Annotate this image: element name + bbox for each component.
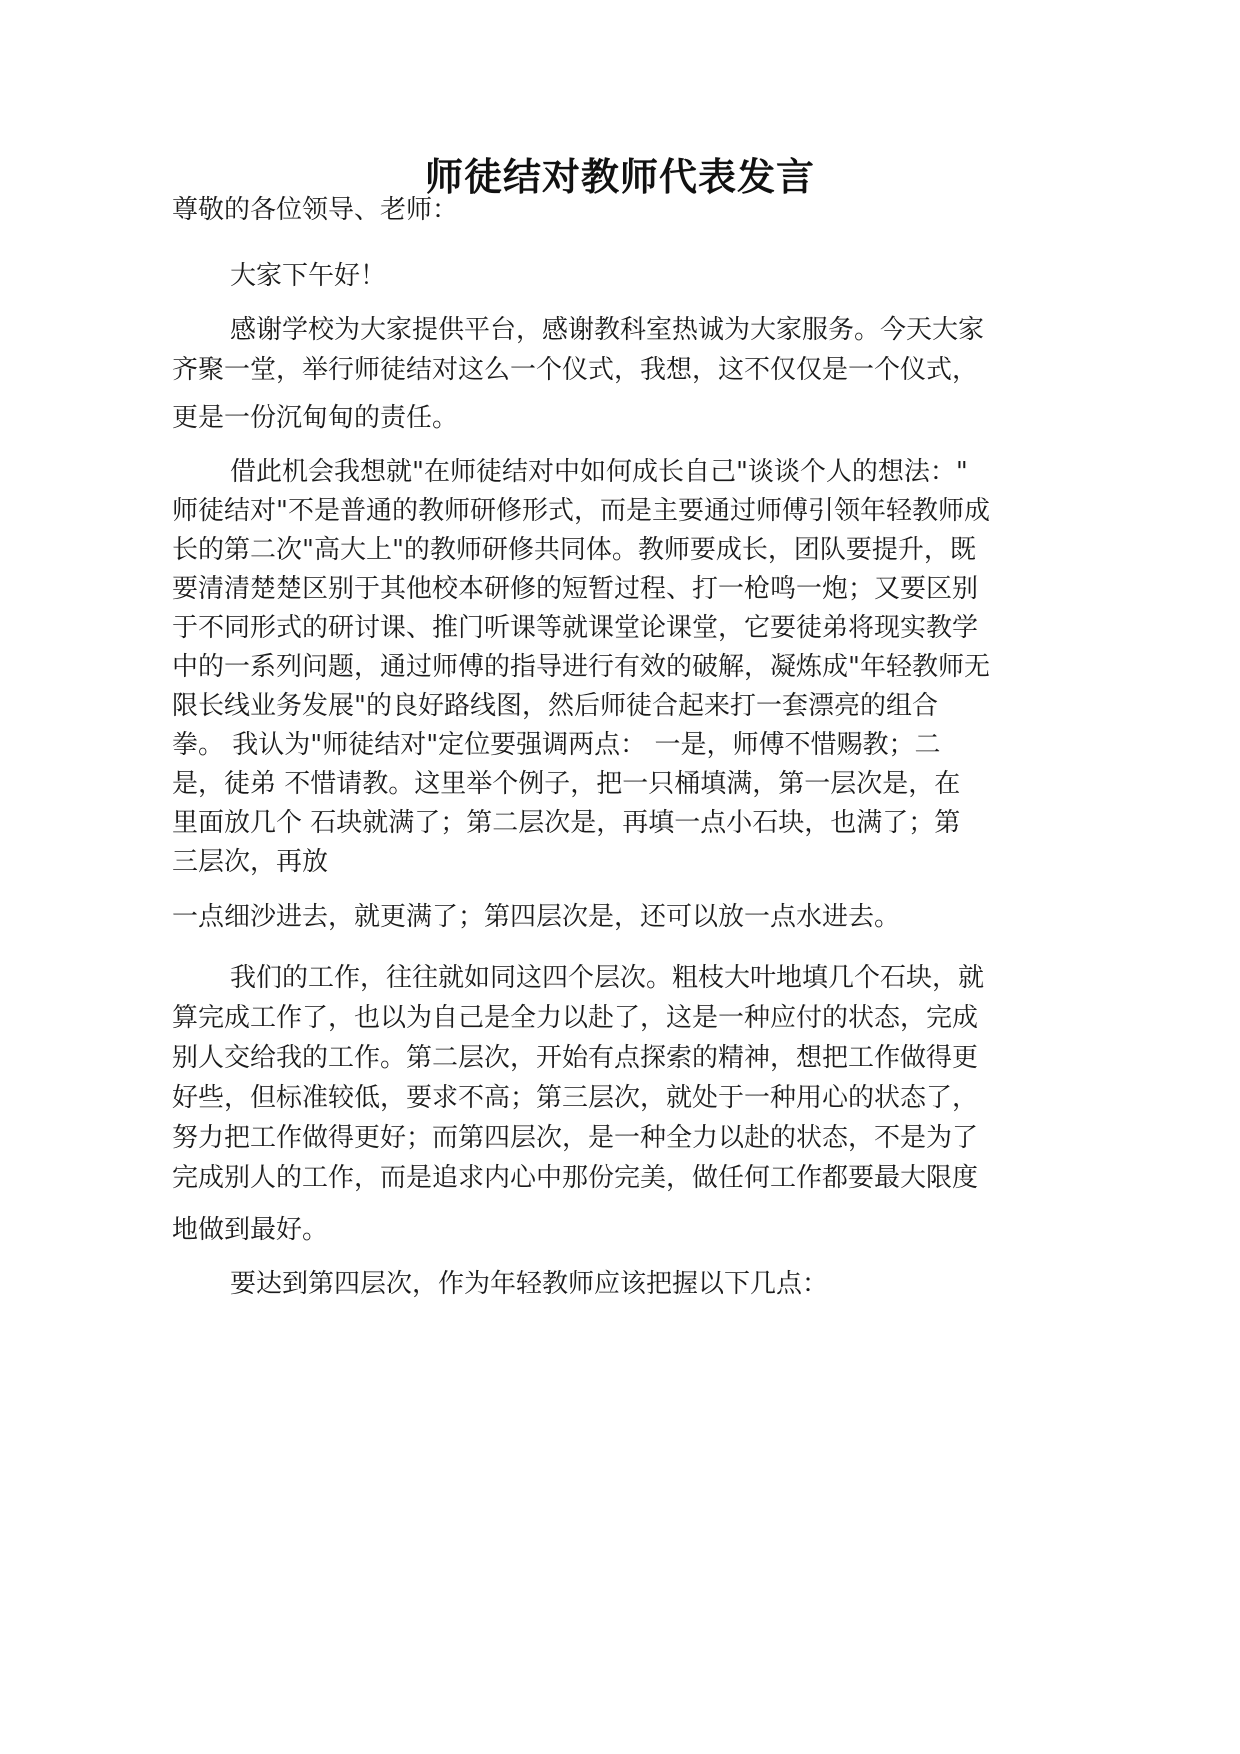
paragraph-line: 要清清楚楚区别于其他校本研修的短暂过程、打一枪鸣一炮；又要区别: [172, 574, 979, 604]
paragraph-line: 我们的工作，往往就如同这四个层次。粗枝大叶地填几个石块，就: [230, 963, 985, 993]
paragraph-line: 齐聚一堂，举行师徒结对这么一个仪式，我想，这不仅仅是一个仪式，: [172, 355, 979, 385]
paragraph-line: 限长线业务发展"的良好路线图，然后师徒合起来打一套漂亮的组合: [172, 691, 938, 721]
paragraph-line: 师徒结对"不是普通的教师研修形式，而是主要通过师傅引领年轻教师成: [172, 496, 990, 526]
paragraph-line: 要达到第四层次，作为年轻教师应该把握以下几点：: [230, 1269, 829, 1299]
paragraph-line: 是，徒弟 不惜请教。这里举个例子，把一只桶填满，第一层次是，在: [172, 769, 961, 799]
greeting-line: 大家下午好！: [230, 261, 387, 291]
paragraph-line: 完成别人的工作，而是追求内心中那份完美，做任何工作都要最大限度: [172, 1163, 979, 1193]
paragraph-line: 努力把工作做得更好；而第四层次，是一种全力以赴的状态，不是为了: [172, 1123, 979, 1153]
paragraph-line: 长的第二次"高大上"的教师研修共同体。教师要成长，团队要提升，既: [172, 535, 976, 565]
paragraph-line: 于不同形式的研讨课、推门听课等就课堂论课堂，它要徒弟将现实教学: [172, 613, 979, 643]
paragraph-line: 三层次，再放: [172, 847, 329, 877]
paragraph-line: 算完成工作了，也以为自己是全力以赴了，这是一种应付的状态，完成: [172, 1003, 979, 1033]
paragraph-line: 一点细沙进去，就更满了；第四层次是，还可以放一点水进去。: [172, 902, 901, 932]
salutation-line: 尊敬的各位领导、老师：: [172, 195, 459, 225]
paragraph-line: 拳。 我认为"师徒结对"定位要强调两点： 一是，师傅不惜赐教；二: [172, 730, 941, 760]
paragraph-line: 感谢学校为大家提供平台，感谢教科室热诚为大家服务。今天大家: [230, 315, 985, 345]
paragraph-line: 更是一份沉甸甸的责任。: [172, 403, 459, 433]
paragraph-line: 借此机会我想就"在师徒结对中如何成长自己"谈谈个人的想法：": [230, 457, 968, 487]
paragraph-line: 别人交给我的工作。第二层次，开始有点探索的精神，想把工作做得更: [172, 1043, 979, 1073]
paragraph-line: 中的一系列问题，通过师傅的指导进行有效的破解，凝炼成"年轻教师无: [172, 652, 990, 682]
document-title: 师徒结对教师代表发言: [424, 155, 815, 199]
paragraph-line: 地做到最好。: [172, 1215, 329, 1245]
paragraph-line: 里面放几个 石块就满了；第二层次是，再填一点小石块，也满了；第: [172, 808, 961, 838]
paragraph-line: 好些，但标准较低，要求不高；第三层次，就处于一种用心的状态了，: [172, 1083, 979, 1113]
